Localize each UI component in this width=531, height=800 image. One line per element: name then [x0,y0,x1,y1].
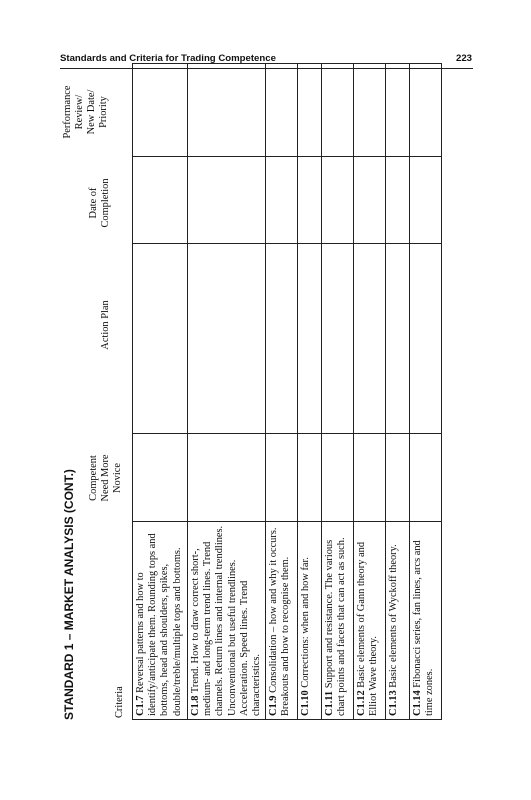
column-header-completion-line: Completion [100,178,111,228]
page-number: 223 [455,53,472,64]
action-plan-cell[interactable] [266,244,298,434]
running-head-title: Standards and Criteria for Trading Competence [60,53,276,64]
review-cell[interactable] [188,64,266,157]
table-row [188,64,266,720]
column-header-competence-line: Novice [112,463,123,494]
criterion-cell [266,522,298,720]
competence-cell[interactable] [133,434,188,522]
review-cell[interactable] [133,64,188,157]
review-cell[interactable] [266,64,298,157]
completion-cell[interactable] [322,157,354,244]
review-cell[interactable] [322,64,354,157]
action-plan-cell[interactable] [386,244,410,434]
completion-cell[interactable] [410,157,442,244]
table-row [386,64,410,720]
criterion-cell [322,522,354,720]
completion-cell[interactable] [298,157,322,244]
criterion-cell [386,522,410,720]
competence-cell[interactable] [322,434,354,522]
criterion-text: Reversal patterns and how to identify/anticipate them. Rounding tops and bottoms, head and shoulders, spikes, double/treble/multiple tops and bottoms. [135,533,183,716]
criterion-code: C1.13 [388,690,400,716]
action-plan-cell[interactable] [133,244,188,434]
criterion-text: Support and resistance. The various chart points and facets that can act as such. [324,537,348,716]
action-plan-cell[interactable] [298,244,322,434]
column-header-criteria: Criteria [114,686,125,718]
column-header-review-line: Priority [98,96,109,128]
completion-cell[interactable] [266,157,298,244]
table-row [133,64,188,720]
column-header-competence [88,436,124,520]
action-plan-cell[interactable] [410,244,442,434]
standard-title: STANDARD 1 – MARKET ANALYSIS (CONT.) [62,469,76,720]
criterion-cell [410,522,442,720]
review-cell[interactable] [298,64,322,157]
criterion-text: Fibonacci series, fan lines, arcs and time zones. [412,540,436,716]
criterion-code: C1.8 [190,695,201,716]
completion-cell[interactable] [188,157,266,244]
competence-cell[interactable] [354,434,386,522]
completion-cell[interactable] [386,157,410,244]
rotated-page-content [62,60,472,720]
criterion-code: C1.14 [412,690,424,716]
criterion-code: C1.12 [356,690,368,716]
column-header-action-plan: Action Plan [100,300,111,350]
action-plan-cell[interactable] [188,244,266,434]
review-cell[interactable] [386,64,410,157]
competence-cell[interactable] [266,434,298,522]
column-header-review [62,68,110,156]
competence-cell[interactable] [410,434,442,522]
criterion-text: Basic elements of Gann theory and Elliot Wave theory. [356,541,380,716]
column-header-completion [88,165,112,241]
completion-cell[interactable] [133,157,188,244]
competence-cell[interactable] [386,434,410,522]
column-header-review-line: Review/ [74,94,85,130]
completion-cell[interactable] [354,157,386,244]
column-header-review-line: Performance [62,85,73,139]
criterion-code: C1.7 [135,695,146,716]
criterion-text: Consolidation – how and why it occurs. Breakouts and how to recognise them. [268,527,292,716]
criterion-text: Basic elements of Wyckoff theory. [388,544,400,688]
criterion-code: C1.9 [268,695,280,716]
criterion-text: Trend. How to draw correct short-, medium- and long-term trend lines. Trend channels. Return lines and internal trendlines. Unconventional but useful trendlines. Acceleration. Speed lines. Trend characteristics. [190,525,263,716]
criterion-cell [354,522,386,720]
criterion-cell [133,522,188,720]
table-row [322,64,354,720]
column-header-review-line: New Date/ [86,89,97,135]
competence-cell[interactable] [298,434,322,522]
review-cell[interactable] [354,64,386,157]
table-row [410,64,442,720]
criteria-table [132,63,442,720]
criterion-code: C1.10 [300,690,312,716]
table-row [266,64,298,720]
column-header-competence-line: Competent [88,455,99,501]
column-header-completion-line: Date of [88,187,99,219]
table-row [298,64,322,720]
column-header-competence-line: Need More [100,454,111,502]
criterion-cell [188,522,266,720]
criterion-code: C1.11 [324,690,336,716]
criterion-cell [298,522,322,720]
action-plan-cell[interactable] [322,244,354,434]
competence-cell[interactable] [188,434,266,522]
criterion-text: Corrections: when and how far. [300,556,312,688]
review-cell[interactable] [410,64,442,157]
action-plan-cell[interactable] [354,244,386,434]
table-row [354,64,386,720]
